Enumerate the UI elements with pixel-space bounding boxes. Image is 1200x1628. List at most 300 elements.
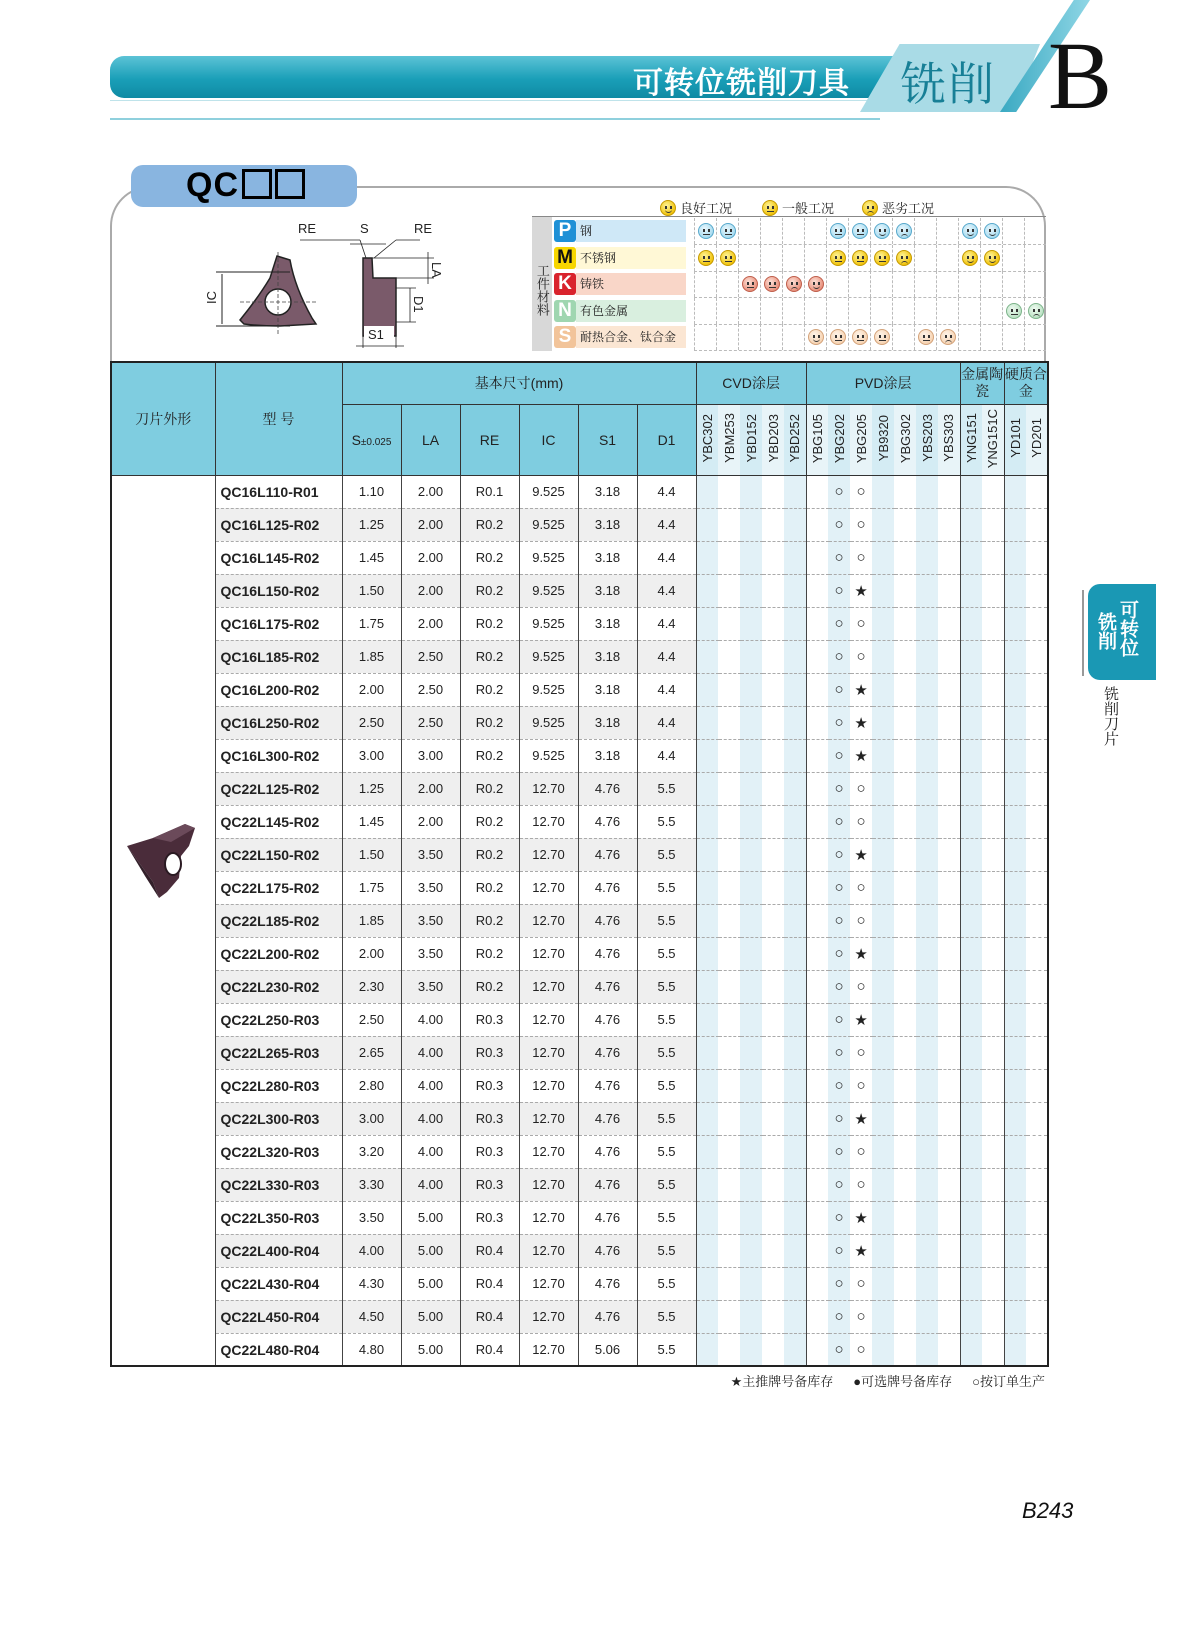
header-cvd: CVD涂层 <box>696 362 806 404</box>
grade-cell <box>740 904 762 937</box>
grade-cell <box>1026 904 1048 937</box>
grade-cell <box>982 838 1004 871</box>
grade-cell <box>872 475 894 508</box>
grade-cell <box>696 871 718 904</box>
series-prefix: QC <box>186 166 239 204</box>
grade-cell: ○ <box>828 706 850 739</box>
grade-cell <box>916 607 938 640</box>
table-row <box>111 970 1048 1003</box>
grade-cell <box>784 475 806 508</box>
grade-cell: ○ <box>828 1300 850 1333</box>
grade-cell <box>960 1300 982 1333</box>
grade-cell <box>762 772 784 805</box>
cell-s1: 4.76 <box>578 1300 637 1333</box>
grade-cell <box>1004 541 1026 574</box>
cell-ic: 12.70 <box>519 772 578 805</box>
grade-cell <box>740 1234 762 1267</box>
grade-cell <box>784 1201 806 1234</box>
table-row <box>111 805 1048 838</box>
grade-cell <box>784 970 806 1003</box>
grade-cell <box>696 1201 718 1234</box>
material-grade-cell <box>716 271 738 297</box>
grade-cell <box>916 541 938 574</box>
cell-re: R0.2 <box>460 805 519 838</box>
cell-model: QC16L175-R02 <box>215 607 342 640</box>
header-grade: YBD203 <box>762 404 784 475</box>
cell-model: QC16L250-R02 <box>215 706 342 739</box>
cell-re: R0.2 <box>460 541 519 574</box>
material-grade-cell <box>958 245 980 271</box>
grade-cell <box>1004 673 1026 706</box>
grade-cell <box>982 970 1004 1003</box>
grade-cell: ○ <box>828 673 850 706</box>
grade-cell <box>960 1036 982 1069</box>
legend-normal-label: 一般工况 <box>782 201 835 216</box>
grade-cell: ★ <box>850 838 872 871</box>
grade-cell <box>718 475 740 508</box>
grade-cell <box>916 970 938 1003</box>
normal-face-icon <box>918 329 934 345</box>
grade-cell <box>872 1300 894 1333</box>
cell-model: QC22L300-R03 <box>215 1102 342 1135</box>
grade-cell <box>982 1333 1004 1366</box>
grade-cell <box>696 1333 718 1366</box>
material-grade-cell <box>914 218 936 244</box>
grade-cell <box>982 607 1004 640</box>
table-row <box>111 871 1048 904</box>
grade-cell <box>1026 607 1048 640</box>
svg-text:IC: IC <box>204 291 219 304</box>
header-grade: YBG202 <box>828 404 850 475</box>
material-grade-cell <box>870 218 892 244</box>
material-grade-cell <box>716 245 738 271</box>
grade-cell <box>1004 706 1026 739</box>
material-grade-cell <box>870 324 892 350</box>
grade-cell <box>938 838 960 871</box>
grade-cell <box>784 1036 806 1069</box>
grade-cell: ★ <box>850 937 872 970</box>
grade-cell <box>718 1333 740 1366</box>
cell-ic: 9.525 <box>519 475 578 508</box>
grade-cell <box>1026 1333 1048 1366</box>
bad-face-icon <box>1028 303 1044 319</box>
grade-cell <box>872 1234 894 1267</box>
cell-d1: 5.5 <box>637 1168 696 1201</box>
cell-s: 3.50 <box>342 1201 401 1234</box>
grade-cell <box>872 1267 894 1300</box>
normal-face-icon <box>874 329 890 345</box>
material-grade-cell <box>914 271 936 297</box>
grade-cell: ○ <box>828 475 850 508</box>
grade-cell <box>696 937 718 970</box>
cell-la: 5.00 <box>401 1333 460 1366</box>
grade-cell <box>916 805 938 838</box>
grade-cell <box>894 673 916 706</box>
grade-cell <box>960 1135 982 1168</box>
table-row <box>111 673 1048 706</box>
grade-cell <box>916 706 938 739</box>
grade-cell: ★ <box>850 706 872 739</box>
grade-cell: ○ <box>850 1267 872 1300</box>
material-grade-cell <box>782 324 804 350</box>
cell-re: R0.4 <box>460 1234 519 1267</box>
cell-ic: 12.70 <box>519 1069 578 1102</box>
cell-d1: 5.5 <box>637 805 696 838</box>
material-row <box>554 298 686 324</box>
grade-cell <box>1026 574 1048 607</box>
grade-cell <box>1004 1102 1026 1135</box>
grade-cell <box>1026 640 1048 673</box>
grade-cell <box>806 475 828 508</box>
cell-la: 5.00 <box>401 1201 460 1234</box>
grade-cell <box>696 607 718 640</box>
grade-cell <box>718 805 740 838</box>
grade-cell <box>718 706 740 739</box>
grade-cell <box>872 739 894 772</box>
cell-s: 1.45 <box>342 541 401 574</box>
grade-cell: ○ <box>828 739 850 772</box>
grade-cell <box>762 1168 784 1201</box>
table-row <box>111 772 1048 805</box>
material-grade-cell <box>848 324 870 350</box>
table-row <box>111 475 1048 508</box>
cell-s: 1.10 <box>342 475 401 508</box>
grade-cell <box>872 937 894 970</box>
table-row <box>111 904 1048 937</box>
grade-cell <box>784 574 806 607</box>
grade-cell <box>1026 475 1048 508</box>
cell-d1: 5.5 <box>637 1069 696 1102</box>
grade-cell <box>1026 871 1048 904</box>
cell-s1: 4.76 <box>578 772 637 805</box>
normal-face-icon <box>720 223 736 239</box>
grade-cell <box>718 541 740 574</box>
grade-cell <box>960 607 982 640</box>
grade-cell <box>982 739 1004 772</box>
cell-s1: 5.06 <box>578 1333 637 1366</box>
grade-cell <box>982 1234 1004 1267</box>
grade-cell <box>916 1003 938 1036</box>
legend-normal <box>762 198 834 217</box>
svg-text:S1: S1 <box>368 327 384 342</box>
grade-cell <box>1026 937 1048 970</box>
side-tab-bracket <box>1082 590 1084 676</box>
grade-cell <box>718 1201 740 1234</box>
cell-d1: 4.4 <box>637 739 696 772</box>
grade-cell <box>1026 838 1048 871</box>
grade-cell <box>762 838 784 871</box>
grade-cell <box>916 1234 938 1267</box>
grade-cell <box>872 1135 894 1168</box>
cell-ic: 12.70 <box>519 1267 578 1300</box>
grade-cell <box>894 541 916 574</box>
grade-cell <box>696 706 718 739</box>
grade-cell <box>894 937 916 970</box>
grade-cell <box>784 1135 806 1168</box>
table-row <box>111 508 1048 541</box>
material-row <box>554 324 686 350</box>
cell-model: QC16L200-R02 <box>215 673 342 706</box>
normal-face-icon <box>874 250 890 266</box>
cell-re: R0.4 <box>460 1300 519 1333</box>
grade-cell <box>762 1036 784 1069</box>
grade-cell <box>806 541 828 574</box>
header-grade: YBC302 <box>696 404 718 475</box>
grade-cell <box>894 805 916 838</box>
grade-cell <box>718 574 740 607</box>
grade-cell <box>938 640 960 673</box>
cell-d1: 5.5 <box>637 772 696 805</box>
material-grade-cell <box>848 271 870 297</box>
insert-photo-icon <box>123 816 203 906</box>
cell-s: 2.00 <box>342 673 401 706</box>
grade-cell <box>916 1300 938 1333</box>
good-face-icon <box>874 223 890 239</box>
cell-model: QC22L330-R03 <box>215 1168 342 1201</box>
cell-la: 2.50 <box>401 640 460 673</box>
grade-cell <box>762 805 784 838</box>
grade-cell <box>696 673 718 706</box>
cell-s: 1.25 <box>342 508 401 541</box>
header-dim-s: S±0.025 <box>342 404 401 475</box>
grade-cell <box>784 904 806 937</box>
grade-cell <box>894 607 916 640</box>
cell-s: 2.80 <box>342 1069 401 1102</box>
grade-cell <box>1026 805 1048 838</box>
material-letter-badge: P <box>554 220 576 242</box>
cell-s1: 4.76 <box>578 1135 637 1168</box>
grade-cell <box>894 739 916 772</box>
grade-cell <box>1026 1201 1048 1234</box>
cell-d1: 5.5 <box>637 1234 696 1267</box>
grid-line <box>694 350 1046 351</box>
grade-cell <box>916 475 938 508</box>
table-row <box>111 1300 1048 1333</box>
cell-s: 4.30 <box>342 1267 401 1300</box>
grade-cell <box>872 970 894 1003</box>
grade-cell <box>762 1267 784 1300</box>
bad-face-icon <box>896 223 912 239</box>
grade-cell <box>806 871 828 904</box>
cell-la: 4.00 <box>401 1036 460 1069</box>
placeholder-box-icon <box>275 169 305 199</box>
grade-cell <box>762 607 784 640</box>
cell-re: R0.1 <box>460 475 519 508</box>
grade-cell <box>982 1069 1004 1102</box>
grade-cell <box>806 1234 828 1267</box>
material-grade-cell <box>958 218 980 244</box>
side-tab-label-1: 可转位 <box>1117 600 1138 657</box>
grade-cell <box>762 871 784 904</box>
header-grade: YBD152 <box>740 404 762 475</box>
grade-cell <box>982 1168 1004 1201</box>
header-grade: YBS303 <box>938 404 960 475</box>
grade-cell <box>740 970 762 1003</box>
cell-la: 2.00 <box>401 607 460 640</box>
material-grade-cell <box>936 324 958 350</box>
material-grade-cell <box>760 324 782 350</box>
cell-model: QC22L265-R03 <box>215 1036 342 1069</box>
cell-la: 2.00 <box>401 541 460 574</box>
grade-cell <box>806 706 828 739</box>
cell-s: 4.80 <box>342 1333 401 1366</box>
material-grade-cell <box>1002 298 1024 324</box>
cell-model: QC22L350-R03 <box>215 1201 342 1234</box>
grade-cell <box>1026 772 1048 805</box>
grade-cell <box>894 1003 916 1036</box>
header-dim-d1: D1 <box>637 404 696 475</box>
grade-cell: ○ <box>850 904 872 937</box>
grade-cell <box>982 772 1004 805</box>
svg-text:LA: LA <box>429 262 444 278</box>
grade-cell <box>806 970 828 1003</box>
cell-ic: 12.70 <box>519 871 578 904</box>
grade-cell <box>784 1333 806 1366</box>
cell-s: 2.30 <box>342 970 401 1003</box>
grade-cell <box>718 1069 740 1102</box>
cell-la: 3.50 <box>401 871 460 904</box>
cell-d1: 4.4 <box>637 673 696 706</box>
cell-s1: 4.76 <box>578 1267 637 1300</box>
cell-model: QC16L185-R02 <box>215 640 342 673</box>
cell-s: 1.50 <box>342 574 401 607</box>
material-grade-cell <box>892 324 914 350</box>
cell-la: 3.50 <box>401 970 460 1003</box>
cell-d1: 5.5 <box>637 937 696 970</box>
grade-cell <box>872 1102 894 1135</box>
grade-cell <box>696 1069 718 1102</box>
grade-cell <box>784 1267 806 1300</box>
cell-ic: 12.70 <box>519 937 578 970</box>
cell-la: 3.50 <box>401 937 460 970</box>
grade-cell <box>806 673 828 706</box>
grade-cell <box>872 1036 894 1069</box>
good-face-icon <box>984 250 1000 266</box>
grade-cell <box>1004 508 1026 541</box>
grade-cell <box>960 574 982 607</box>
grade-cell <box>784 541 806 574</box>
grade-cell <box>872 871 894 904</box>
grade-cell <box>718 937 740 970</box>
grade-cell <box>894 1201 916 1234</box>
cell-s1: 4.76 <box>578 838 637 871</box>
grade-cell <box>960 541 982 574</box>
grade-cell: ○ <box>828 541 850 574</box>
grade-cell <box>938 475 960 508</box>
grade-cell <box>872 1069 894 1102</box>
grade-cell <box>762 640 784 673</box>
grade-cell <box>784 673 806 706</box>
cell-d1: 5.5 <box>637 1003 696 1036</box>
grade-cell <box>982 1135 1004 1168</box>
header-dim-re: RE <box>460 404 519 475</box>
legend-bad <box>862 198 934 217</box>
grade-cell: ○ <box>828 508 850 541</box>
grade-cell <box>696 1267 718 1300</box>
grade-cell <box>740 1003 762 1036</box>
grade-cell <box>894 904 916 937</box>
grade-cell <box>960 871 982 904</box>
grade-cell <box>784 1102 806 1135</box>
diagram-label-s: S <box>360 221 369 236</box>
grade-cell <box>916 1135 938 1168</box>
grade-cell <box>960 706 982 739</box>
grade-cell <box>762 673 784 706</box>
cell-la: 2.00 <box>401 805 460 838</box>
normal-face-icon <box>698 250 714 266</box>
cell-s: 3.30 <box>342 1168 401 1201</box>
header-grade: YD101 <box>1004 404 1026 475</box>
grade-cell <box>806 838 828 871</box>
grade-cell <box>806 1300 828 1333</box>
material-grade-cell <box>738 218 760 244</box>
grade-cell <box>696 904 718 937</box>
cell-d1: 4.4 <box>637 541 696 574</box>
cell-re: R0.2 <box>460 871 519 904</box>
grade-cell <box>762 937 784 970</box>
grade-cell <box>740 937 762 970</box>
grade-cell <box>894 1036 916 1069</box>
cell-s1: 4.76 <box>578 970 637 1003</box>
grade-cell <box>916 1069 938 1102</box>
grade-cell: ○ <box>850 1036 872 1069</box>
cell-d1: 4.4 <box>637 508 696 541</box>
grade-cell <box>982 1201 1004 1234</box>
grade-cell <box>1004 772 1026 805</box>
grade-cell <box>916 871 938 904</box>
grade-cell: ○ <box>850 1333 872 1366</box>
cell-re: R0.2 <box>460 706 519 739</box>
cell-d1: 5.5 <box>637 1267 696 1300</box>
grade-cell <box>938 1036 960 1069</box>
cell-model: QC22L200-R02 <box>215 937 342 970</box>
grade-cell <box>718 508 740 541</box>
grade-cell <box>1004 1201 1026 1234</box>
cell-s: 1.25 <box>342 772 401 805</box>
grade-cell <box>718 673 740 706</box>
table-row <box>111 1201 1048 1234</box>
material-letter-badge: N <box>554 300 576 322</box>
cell-s: 1.45 <box>342 805 401 838</box>
normal-face-icon <box>762 200 778 216</box>
diagram-label-re1: RE <box>298 221 317 236</box>
grade-cell <box>1026 541 1048 574</box>
cell-ic: 12.70 <box>519 1201 578 1234</box>
insert-diagram <box>200 218 450 358</box>
grade-cell <box>762 508 784 541</box>
cell-model: QC22L250-R03 <box>215 1003 342 1036</box>
header-dim-s1: S1 <box>578 404 637 475</box>
grade-cell: ★ <box>850 1102 872 1135</box>
grade-cell <box>740 508 762 541</box>
grade-cell <box>740 475 762 508</box>
cell-d1: 5.5 <box>637 1102 696 1135</box>
cell-ic: 12.70 <box>519 838 578 871</box>
grade-cell <box>1004 871 1026 904</box>
material-name: 钢 <box>576 220 686 242</box>
grade-cell <box>982 1102 1004 1135</box>
table-row <box>111 1003 1048 1036</box>
grade-cell <box>718 1102 740 1135</box>
cell-ic: 9.525 <box>519 673 578 706</box>
grade-cell: ○ <box>828 871 850 904</box>
bad-face-icon <box>786 276 802 292</box>
grade-cell: ○ <box>828 904 850 937</box>
grade-cell <box>960 640 982 673</box>
table-row <box>111 1036 1048 1069</box>
table-row <box>111 937 1048 970</box>
material-grade-cell <box>760 218 782 244</box>
